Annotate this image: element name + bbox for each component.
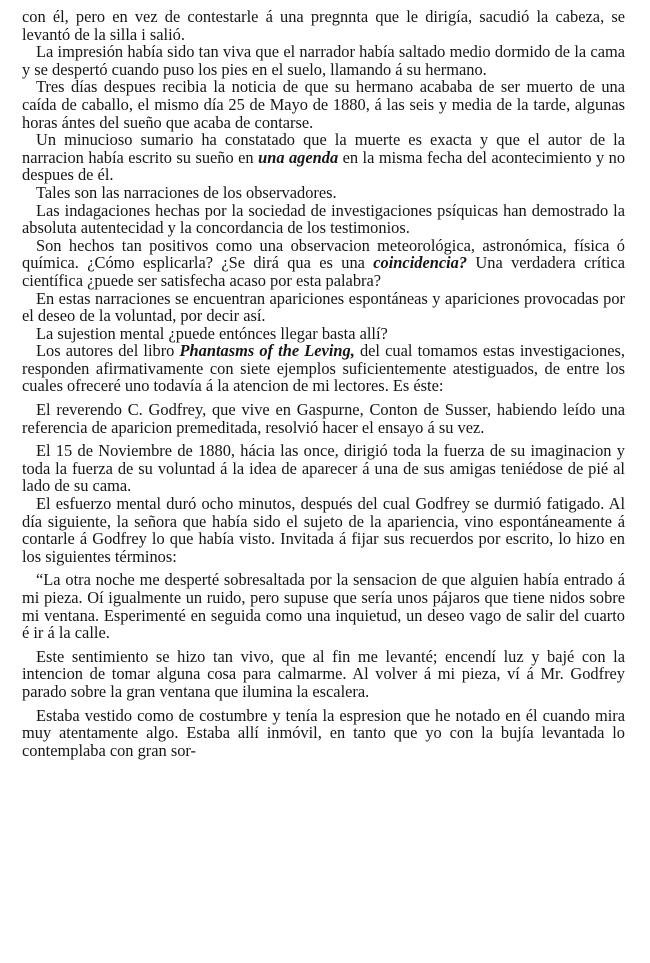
paragraph-observers: Tales son las narraciones de los observadores. [36,182,337,202]
paragraph-positive-facts-text: Son hechos tan positivos como una observacion meteorológica, astronómica, física ó química. ¿Cómo esplicarla? ¿Se dirá qua es una [22,235,625,273]
paragraph-dressed: Estaba vestido como de costumbre y tenía la espresion que he notado en él cuando mira muy atentamente algo. Estaba allí inmóvil, en tanto que yo con la bujía levantada lo contemplaba con gran sor- [22,705,625,760]
paragraph-feeling: Este sentimiento se hizo tan vivo, que al fin me levanté; encendí luz y bajé con la intencion de tomar alguna cosa para calmarme. Al volver á mi pieza, ví á Mr. Godfrey parado sobre la gran ventana que ilumina la escalera. [22,646,625,701]
emphasis-una-agenda: una agenda [258,147,339,167]
paragraph-agenda [22,131,625,184]
paragraph-mental-effort: El esfuerzo mental duró ocho minutos, después del cual Godfrey se durmió fatigado. Al día siguiente, la señora que había sido el sujeto de la apariencia, vino espontáneamente á contarle á Godfrey lo que había visto. Invitada á fijar sus recuerdos por escrito, lo hizo en los siguientes términos: [22,494,625,566]
paragraph-quote-start: “La otra noche me desperté sobresaltada por la sensacion de que alguien había entrado á mi pieza. Oí igualmente un ruido, pero supuse que sería unos pájaros que tiene nidos sobre mi ventana. Esperimenté en seguida como una inquietud, un deseo vago de salir del cuarto é ir á la calle. [22,570,625,643]
paragraph-agenda-text-end: en la misma fecha del acontecimiento y no despues de él. [22,147,626,185]
paragraph-apparitions: En estas narraciones se encuentran apariciones espontáneas y apariciones provocadas por el deseo de la voluntad, por decir así. [22,288,625,326]
paragraph-positive-facts [22,237,625,290]
paragraph-november: El 15 de Noviembre de 1880, hácia las once, dirigió toda la fuerza de su imaginacion y toda la fuerza de su voluntad á la idea de aparecer á una de sus amigas teniédose de pié al lado de su cama. [22,441,625,496]
paragraph-society: Las indagaciones hechas por la sociedad de investigaciones psíquicas han demostrado la absoluta autentecidad y la concordancia de los testimonios. [22,200,625,238]
paragraph-agenda-text: Un minucioso sumario ha constatado que la muerte es exacta y que el autor de la narracion había escrito su sueño en [22,130,625,167]
paragraph-dream-awakening: La impresión había sido tan viva que el narrador había saltado medio dormido de la cama y se despertó cuando puso los pies en el suelo, llamando á su hermano. [22,42,625,79]
paragraph-book-authors [22,342,625,395]
paragraph-positive-facts-text-end: Una verdadera crítica científica ¿puede ser satisfecha acaso por esta palabra? [22,253,625,290]
paragraph-book-authors-text-end: del cual tomamos estas investigaciones, responden afirmativamente con siete ejemplos suficientemente atestiguados, de entre los cuales ofreceré uno todavía á la atencion de mi lectores. Es éste: [22,341,625,396]
paragraph-continuation: con él, pero en vez de contestarle á una pregnnta que le dirigía, sacudió la cabeza, se levantó de la silla i salió. [22,7,625,44]
document-page [22,8,625,759]
emphasis-coincidencia: coincidencia? [373,253,468,273]
paragraph-book-authors-text: Los autores del libro [36,341,180,361]
paragraph-godfrey: El reverendo C. Godfrey, que vive en Gaspurne, Conton de Susser, habiendo leído una referencia de aparicion premeditada, resolvió hacer el ensayo á su vez. [22,400,625,437]
paragraph-suggestion: La sujestion mental ¿puede entónces llegar basta allí? [36,323,388,343]
emphasis-book-title: Phantasms of the Leving, [179,341,355,361]
paragraph-brother-death: Tres días despues recibia la noticia de que su hermano acababa de ser muerto de una caída de caballo, el mismo día 25 de Mayo de 1880, á las seis y media de la tarde, algunas horas ántes del sueño que acaba de contarse. [22,77,625,132]
